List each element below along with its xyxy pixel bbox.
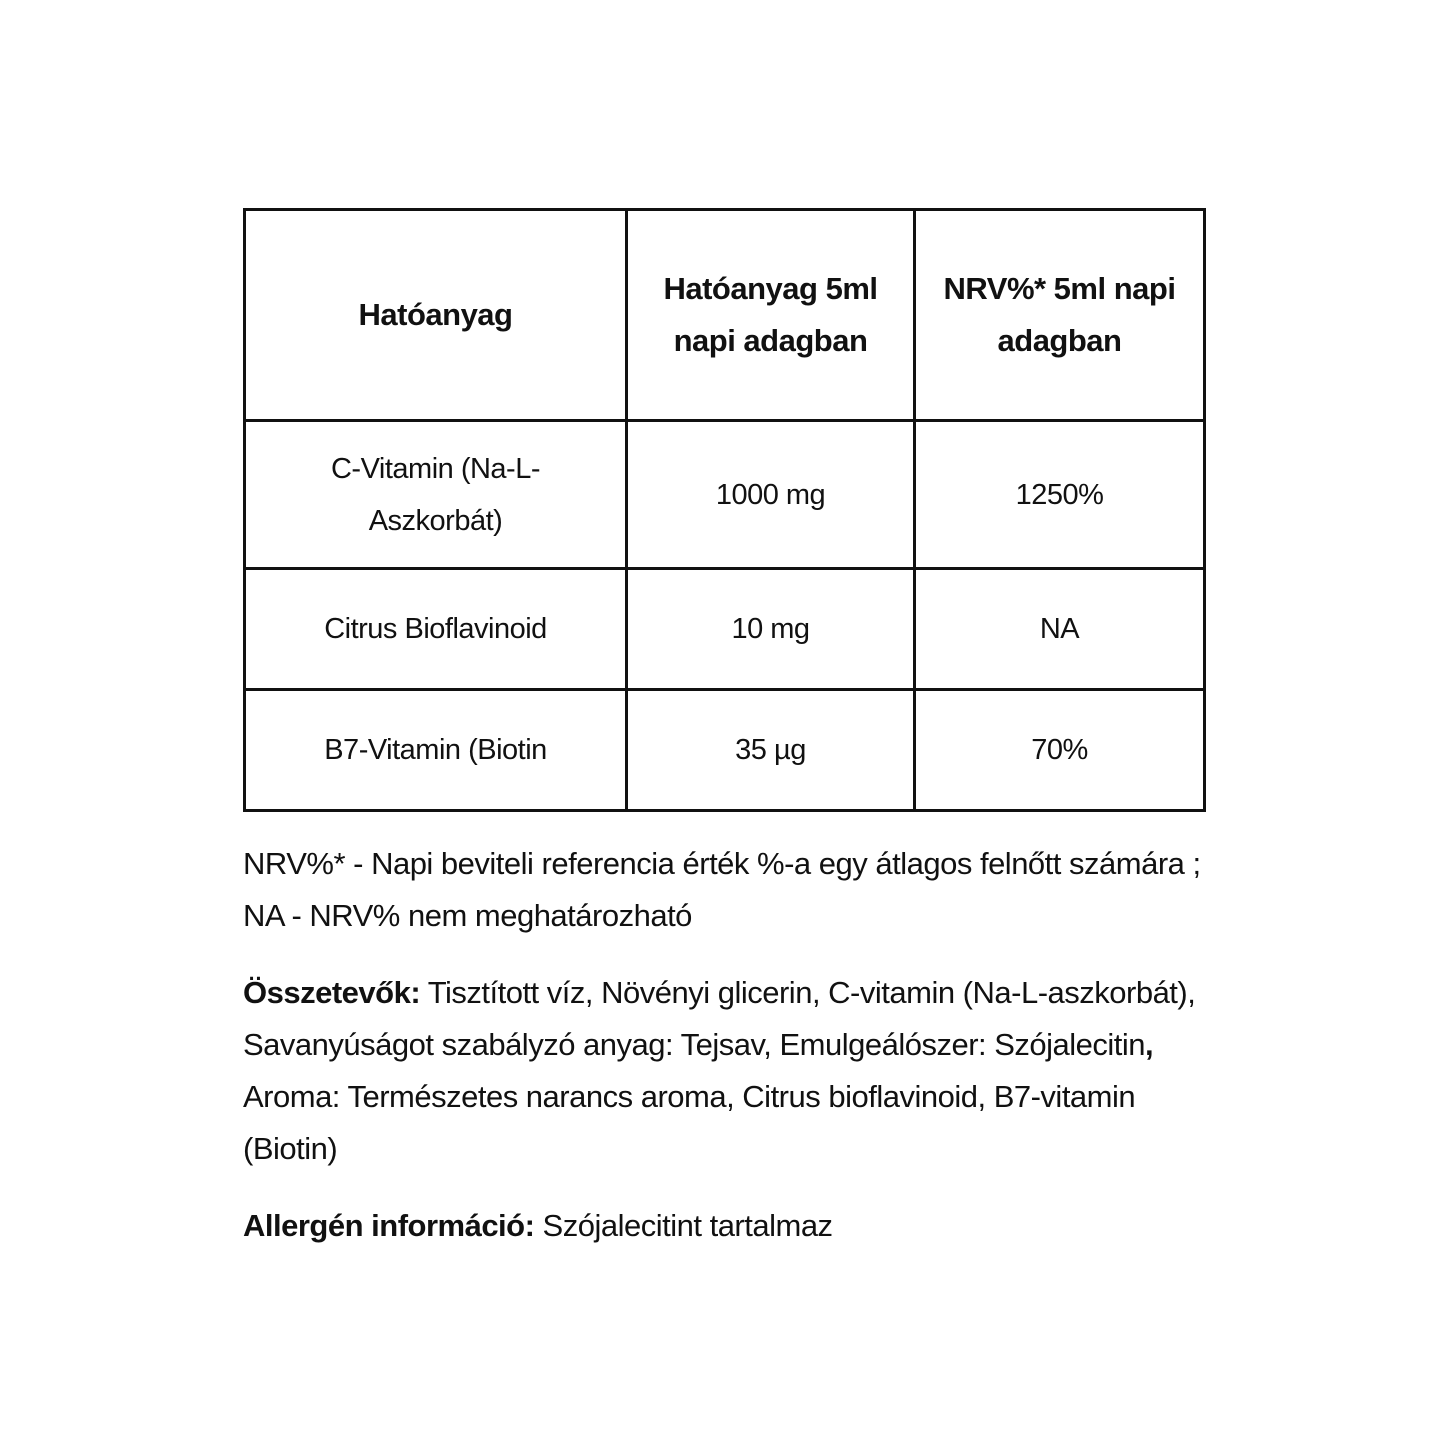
- table-cell-ingredient: C-Vitamin (Na-L-Aszkorbát): [245, 421, 627, 569]
- table-header-row: [245, 210, 1205, 421]
- ingredients-text-1: Tisztított víz, Növényi glicerin, C-vitamin (Na-L-aszkorbát), Savanyúságot szabályzó anyag: Tejsav, Emulgeálószer: Szójalecitin: [243, 975, 1196, 1062]
- table-row: [245, 421, 1205, 569]
- ingredients-label: Összetevők:: [243, 975, 421, 1010]
- allergen-text: Szójalecitint tartalmaz: [534, 1208, 833, 1243]
- allergen-paragraph: [243, 1200, 1203, 1252]
- table-cell-nrv: 70%: [915, 690, 1205, 811]
- nrv-footnote: NRV%* - Napi beviteli referencia érték %-a egy átlagos felnőtt számára ; NA - NRV% nem meghatározható: [243, 846, 1201, 933]
- product-info: [243, 208, 1203, 1277]
- table-row: [245, 690, 1205, 811]
- ingredients-paragraph: [243, 967, 1203, 1175]
- table-cell-amount: 1000 mg: [627, 421, 915, 569]
- ingredients-comma: ,: [1145, 1027, 1154, 1062]
- header-active-ingredient: Hatóanyag: [245, 210, 627, 421]
- table-cell-amount: 35 µg: [627, 690, 915, 811]
- allergen-label: Allergén információ:: [243, 1208, 535, 1243]
- table-cell-nrv: 1250%: [915, 421, 1205, 569]
- table-cell-ingredient: Citrus Bioflavinoid: [245, 569, 627, 690]
- nutrition-table: [243, 208, 1206, 812]
- table-cell-nrv: NA: [915, 569, 1205, 690]
- table-row: [245, 569, 1205, 690]
- ingredients-text-2: Aroma: Természetes narancs aroma, Citrus bioflavinoid, B7-vitamin (Biotin): [243, 1079, 1136, 1166]
- table-cell-ingredient: B7-Vitamin (Biotin: [245, 690, 627, 811]
- header-nrv-percent: NRV%* 5ml napi adagban: [915, 210, 1205, 421]
- notes-section: [243, 838, 1203, 1252]
- header-amount-per-dose: Hatóanyag 5ml napi adagban: [627, 210, 915, 421]
- table-cell-amount: 10 mg: [627, 569, 915, 690]
